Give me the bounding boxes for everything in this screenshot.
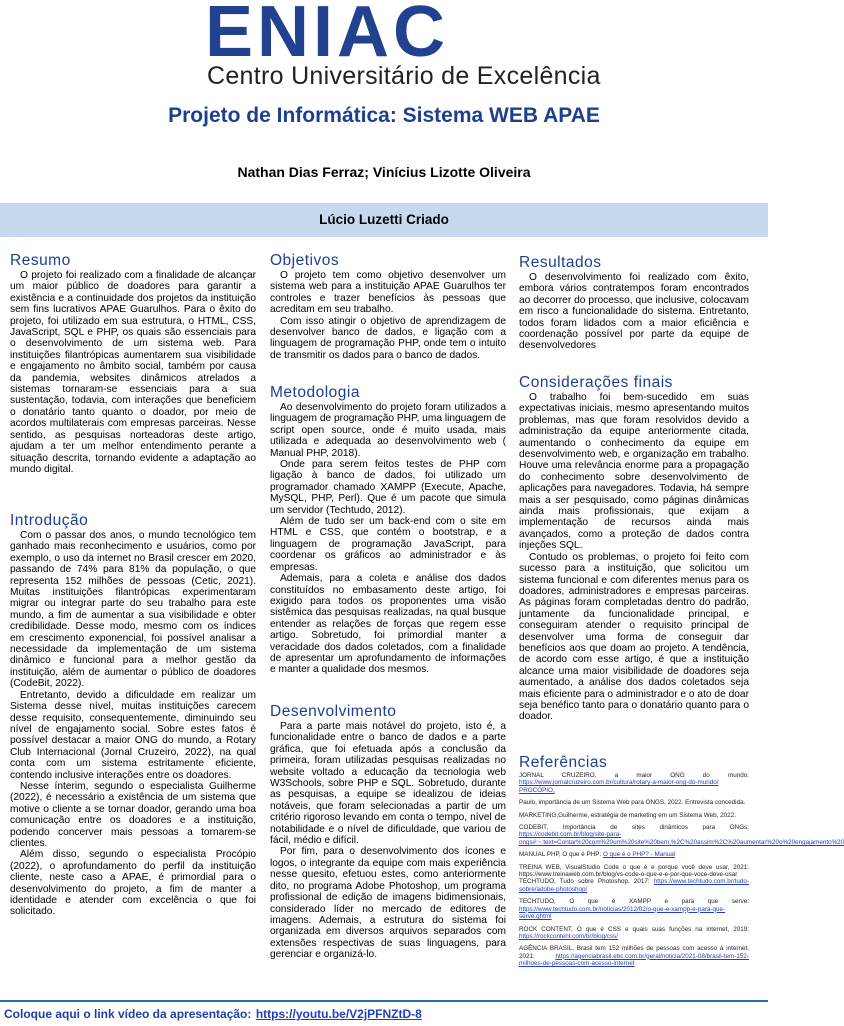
reference-item (519, 926, 749, 941)
resultados-heading: Resultados (519, 254, 602, 271)
reference-link[interactable]: https://www.jornalcruzeiro.com.br/cultura/rotary-a-maior-ong-do-mundo/ PROCÓPIO, (519, 779, 719, 794)
reference-item (519, 824, 844, 846)
eniac-logo (205, 0, 585, 72)
reference-link[interactable]: https://www.techtudo.com.br/tudo-sobre/adobe-photoshop/ (519, 878, 749, 893)
paragraph: O desenvolvimento foi realizado com êxito, embora vários contratempos foram encontrados ao decorrer do processo, que inclusive, colocavam em risco a funcionalidade do sistema. Entretanto, todos foram lidados com a maior eficiência e coordenação possível por parte da equipe de desenvolvedores (519, 272, 749, 352)
consideracoes-section (519, 374, 749, 723)
reference-text: TREINA WEB, VisualStudio Code o que é e porque você deve usar, 2021: https://www.treinaweb.com.br/blog/vs-code-o-que-e-e-por-que-voce-deve-usar TECHTUDO, Tudo sobre Photoshop, 2017: (519, 863, 749, 886)
logo-subtitle: Centro Universitário de Excelência (207, 62, 601, 90)
authors: Nathan Dias Ferraz; Vinícius Lizotte Oliveira (237, 164, 531, 180)
video-link[interactable]: https://youtu.be/V2jPFNZtD-8 (255, 1007, 422, 1021)
paragraph: Nesse ínterim, segundo o especialista Guilherme (2022), é necessário a existência de um sistema que motive o cliente a se tornar doador, gerando uma boa comunicação entre os doadores e a instituição, podendo concerver mais pessoas a tornarem-se clientes. (10, 780, 256, 849)
paragraph: Além disso, segundo o especialista Procópio (2022), o aprofundamento do perfil da instituição cliente, neste caso a APAE, é primordial para o desenvolvimento do projeto, a fim de manter a identidade e atender com excelência o que foi solicitado. (10, 849, 256, 918)
reference-text: MANUAL PHP, O que é PHP: (519, 851, 602, 859)
paragraph: Com isso atingir o objetivo de aprendizagem de desenvolver banco de dados, e ligação com a linguagem de programação PHP, onde tem o intuito de transmitir os dados para o banco de dados. (270, 315, 506, 361)
reference-text: CODEBIT, Importância de sites dinâmicos para ONGs: (519, 824, 749, 832)
reference-text: Paulo, importância de um Sistema Web para ONGS, 2022. Entrevista concedida. (519, 799, 746, 807)
reference-item (519, 898, 749, 920)
logo-wordmark: ENIAC (205, 0, 450, 72)
reference-text: ROCK CONTENT, O que é CSS e quais suas funções na internet, 2019: (519, 925, 749, 933)
objetivos-section (270, 252, 506, 361)
resumo-section (10, 252, 256, 475)
paragraph: Onde para serem feitos testes de PHP com ligação à banco de dados, foi utilizado um programador chamado XAMPP (Execute, Apache, MySQL, PHP, Perl). Que é um pacote que simula um servidor (Techtudo, 2012). (270, 459, 506, 516)
reference-item (519, 864, 749, 894)
desenvolvimento-heading: Desenvolvimento (270, 703, 397, 720)
reference-text: MARKETING,Guilherme, estratégia de marketing em um Sistema Web, 2022. (519, 811, 736, 819)
poster-header (0, 0, 768, 88)
reference-item (519, 772, 749, 794)
metodologia-heading: Metodologia (270, 384, 360, 401)
introducao-heading: Introdução (10, 512, 89, 529)
reference-text: JORNAL CRUZEIRO, a maior ONG do mundo: (519, 772, 749, 779)
paragraph: Contudo os problemas, o projeto foi feito com sucesso para a instituição, que solicitou um sistema funcional e com diferentes menus para os doadores, administradores e empresas parceiras. As páginas foram completadas dentro do padrão, juntamente da funcionalidade principal, e conseguiram atender o requisito principal de desenvolver uma forma de conseguir dar benefícios aos que doam ao projeto. A tendência, de acordo com esse artigo, é que a instituição alcance uma maior visibilidade de doadores seja aumentado, a análise dos dados coletados seja mais eficiente para o administrador e o ato de doar seja benéfico tanto para o donatário quanto para o doador. (519, 551, 749, 723)
paragraph: O trabalho foi bem-sucedido em suas expectativas iniciais, mesmo apresentando muitos problemas, mas que foram resolvidos devido a administração da equipe anteriormente citada, aumentando o conhecimento da equipe em desenvolvimento web, e organização em trabalho. Houve uma relevância enorme para a propagação do conhecimento sobre desenvolvimento de aplicações para navegadores. Todavia, há sempre mais a ser pesquisado, como páginas dinâmicas ainda mais profissionais, que exijam a implementação de recursos ainda mais avançados, como a proteção de dados contra injeções SQL. (519, 392, 749, 552)
reference-item (519, 945, 749, 967)
reference-text: AGÊNCIA BRASIL, Brasil tem 152 milhões de pessoas com acesso à internet, 2021: (519, 945, 749, 960)
reference-item (519, 799, 749, 806)
resultados-section (519, 254, 749, 352)
references-list (519, 772, 844, 968)
paragraph: Com o passar dos anos, o mundo tecnológico tem ganhado mais reconhecimento e usuários, como por exemplo, o uso da internet no Brasil crescer em 2020, passando de 74% para 81% da população, o que representa 152 milhões de pessoas (Cetic, 2021). Muitas instituições filantrópicas experimentaram migrar ou integrar parte do seu trabalho para este mundo, a fim de aumentar a sua visibilidade e obter credibilidade. Desse modo, mesmo com os índices em crescimento exponencial, foi possível analisar a necessidade da implementação de um sistema dinâmico e funcional para a melhor gestão da instituição, além de aumentar o público de doadores (CodeBit, 2022). (10, 530, 256, 690)
objetivos-heading: Objetivos (270, 252, 340, 269)
paragraph: Entretanto, devido a dificuldade em realizar um Sistema desse nível, muitas instituições carecem desse requisito, consequentemente, diminuindo seu nível de engajamento social. Sobre estes fatos é possível destacar a maior ONG do mundo, a Rotary Club Internacional (Jornal Cruzeiro, 2022), na qual conta com um sistema estritamente eficiente, contendo inclusive interações entre os doadores. (10, 689, 256, 781)
reference-link[interactable]: https://rockcontent.com/br/blog/css/ (519, 932, 619, 940)
reference-text: TECHTUDO, O que é XAMPP e para que serve: (519, 898, 749, 906)
resumo-heading: Resumo (10, 252, 71, 269)
reference-item (519, 812, 749, 819)
footer-bar (0, 1000, 768, 1026)
referencias-heading: Referências (519, 754, 608, 771)
reference-link[interactable]: https://agenciabrasil.ebc.com.br/geral/noticia/2021-08/brasil-tem-152-milhoes-de-pessoas-com-acesso-internet (519, 952, 749, 968)
video-label: Coloque aqui o link vídeo da apresentação: (4, 1007, 252, 1021)
paragraph: Ademais, para a coleta e análise dos dados constituídos no embasamento deste artigo, foi exigido para todos os proponentes uma visão sistêmica das pesquisas realizadas, na qual busque entender as relações de forças que regem esse artigo. Sobretudo, foi primordial manter a veracidade dos dados coletados, com a finalidade de apresentar um aprofundamento de informações e manter a qualidade dos mesmos. (270, 573, 506, 676)
reference-link[interactable]: https://codebit.com.br/blog/site-para-ongs#:~:text=Contar%20com%20um%20site%20bem,%2C%20assim%2C%20aumentar%20o%20engajamento%20 (519, 831, 844, 846)
reference-item (519, 851, 749, 858)
metodologia-section (270, 384, 506, 676)
paragraph: Além de tudo ser um back-end com o site em HTML e CSS, que contém o bootstrap, e a linguagem de programação JavaScript, para coordenar os gráficos ao administrador e às empresas. (270, 516, 506, 573)
reference-link[interactable]: https://www.techtudo.com.br/noticias/2012/02/o-que-e-xampp-e-para-que-serve.ghtml (519, 905, 726, 921)
consideracoes-heading: Considerações finais (519, 374, 673, 391)
paragraph: Ao desenvolvimento do projeto foram utilizados a linguagem de programação PHP, uma linguagem de script open source, onde é muito usada, mais utilizada e adequada ao desenvolvimento web ( Manual PHP, 2018). (270, 402, 506, 459)
paragraph: Para a parte mais notável do projeto, isto é, a funcionalidade entre o banco de dados e a parte gráfica, que foi efetuada após a conclusão da primeira, foram utilizadas pesquisas realizadas no website voltado a educação da tecnologia web W3Schools, sobre PHP e SQL. Sobretudo, durante as pesquisas, a equipe se idealizou de ideias notáveis, que foram selecionadas a partir de um critério rigoroso levando em conta o tempo, nível de notabilidade e o nível de dificuldade, que variou de fácil, médio e difícil. (270, 721, 506, 847)
advisor: Lúcio Luzetti Criado (319, 212, 449, 227)
paragraph: O projeto tem como objetivo desenvolver um sistema web para a instituição APAE Guarulhos ter controles e trazer benefícios às pessoas que acreditam em seu trabalho. (270, 270, 506, 316)
poster-title: Projeto de Informática: Sistema WEB APAE (168, 104, 600, 127)
desenvolvimento-section (270, 703, 506, 961)
introducao-section (10, 512, 256, 918)
reference-link[interactable]: O que é o PHP? - Manual (603, 851, 676, 859)
referencias-section (519, 754, 844, 973)
paragraph: O projeto foi realizado com a finalidade de alcançar um maior público de doadores para garantir a existência e a continuidade dos projetos da instituição sem fins lucrativos APAE Guarulhos. Para o êxito do projeto, foi utilizado em sua estrutura, o HTML, CSS, JavaScript, SQL e PHP, os quais são essenciais para o desenvolvimento de um sistema web. Para instituições filantrópicas aumentarem sua visibilidade e engajamento no âmbito social, também por causa da pandemia, websites dinâmicos atrelados a sistemas tornaram-se essenciais para a sua sustentação, todavia, com interações que beneficiem o donatário tanto quanto o doador, por meio de acordos multilaterais com empresas parceiras. Nesse sentido, as pesquisas norteadoras deste artigo, ajudam a ter um melhor entendimento perante a situação descrita, tornando evidente a adaptação ao mundo digital. (10, 270, 256, 475)
paragraph: Por fim, para o desenvolvimento dos ícones e logos, o integrante da equipe com mais experiência nesse quesito, efetuou estes, como anteriormente dito, no programa Adobe Photoshop, um programa profissional de edição de imagens bidimensionais, considerado líder no mercado de editores de imagens. Ademais, a estrutura do sistema foi organizada em diversos arquivos separados com extensões respectivas de suas linguagens, para gerenciar e organizá-lo. (270, 846, 506, 961)
